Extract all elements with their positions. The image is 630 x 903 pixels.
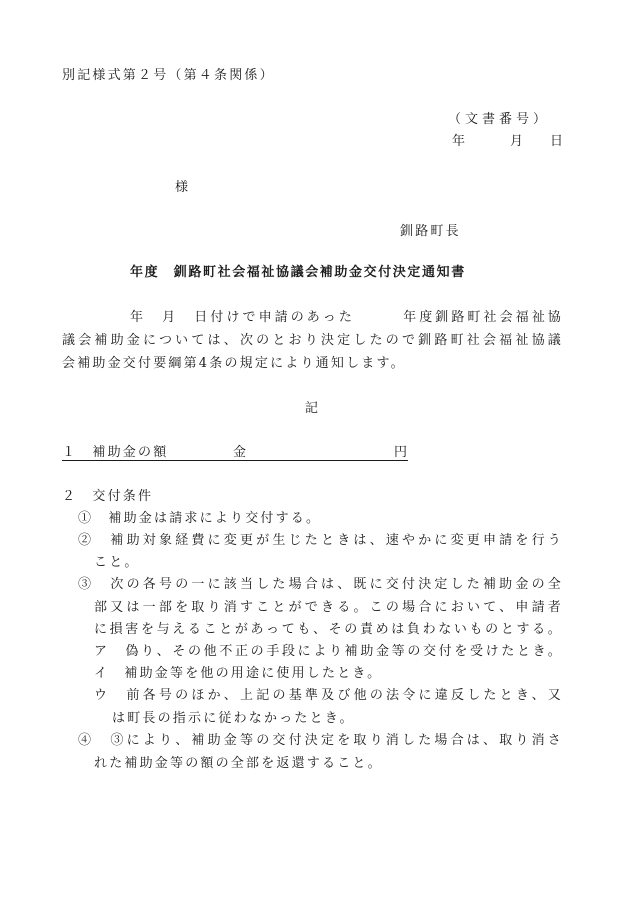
item2-heading: ２ 交付条件 — [62, 489, 154, 504]
ki-heading: 記 — [305, 401, 321, 416]
date-year: 年 — [452, 134, 468, 149]
addressee-suffix: 様 — [175, 180, 191, 195]
condition-line: ④ ③により、補助金等の交付決定を取り消した場合は、取り消さ — [78, 733, 563, 748]
condition-line: ① 補助金は請求により交付する。 — [78, 511, 322, 526]
condition-line: ② 補助対象経費に変更が生じたときは、速やかに変更申請を行う — [78, 533, 563, 548]
body-line: 年 月 日付けで申請のあった 年度釧路町社会福祉協 — [130, 310, 563, 325]
condition-line: ア 偽り、その他不正の手段により補助金等の交付を受けたとき。 — [94, 644, 563, 659]
condition-line: れた補助金等の額の全部を返還すること。 — [94, 756, 383, 771]
document-number: （文書番号） — [448, 112, 551, 127]
item1-yen: 円 — [394, 445, 410, 460]
condition-line: 部又は一部を取り消すことができる。この場合において、申請者 — [94, 600, 563, 615]
item1-kin: 金 — [233, 445, 249, 460]
form-label: 別記様式第２号（第４条関係） — [62, 68, 275, 83]
condition-line: イ 補助金等を他の用途に使用したとき。 — [94, 666, 383, 681]
item1-label: １ 補助金の額 — [62, 445, 169, 460]
item1-underline — [62, 460, 408, 461]
sender: 釧路町長 — [400, 224, 461, 239]
date-month: 月 — [510, 134, 526, 149]
page-title: 年度 釧路町社会福祉協議会補助金交付決定通知書 — [130, 265, 466, 280]
condition-line: は町長の指示に従わなかったとき。 — [112, 711, 355, 726]
body-line: 会補助金交付要綱第4条の規定により通知します。 — [62, 356, 406, 371]
date-day: 日 — [550, 134, 566, 149]
condition-line: ウ 前各号のほか、上記の基準及び他の法令に違反したとき、又 — [94, 688, 563, 703]
body-line: 議会補助金については、次のとおり決定したので釧路町社会福祉協議 — [62, 333, 563, 348]
condition-line: に損害を与えることがあっても、その責めは負わないものとする。 — [94, 622, 563, 637]
condition-line: ③ 次の各号の一に該当した場合は、既に交付決定した補助金の全 — [78, 577, 563, 592]
condition-line: こと。 — [94, 555, 140, 570]
